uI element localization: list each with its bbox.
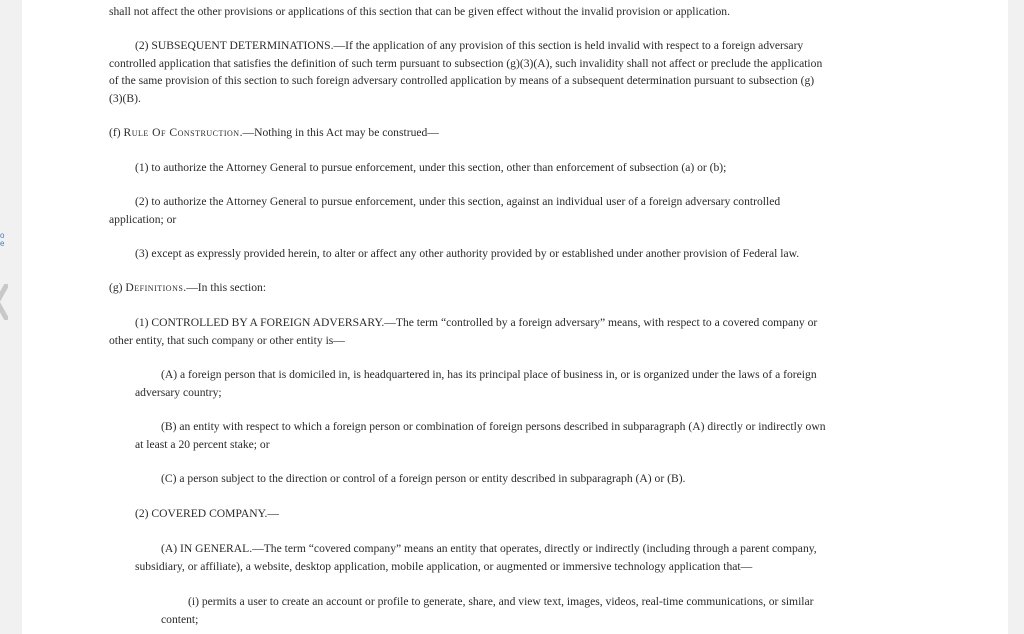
document-page: [22, 0, 1008, 634]
text-line: (3)(B).: [109, 92, 141, 105]
chevron-left-icon[interactable]: [0, 284, 8, 320]
text-line: (A) IN GENERAL.—The term “covered company” means an entity that operates, directly or indirectly (including through a parent company,: [161, 542, 817, 555]
section-number: (f): [109, 126, 124, 139]
text-line: (3) except as expressly provided herein, to alter or affect any other authority provided by or established under another provision of Federal law.: [135, 247, 800, 260]
text-line: controlled application that satisfies the definition of such term pursuant to subsection (g)(3)(A), such invalidity shall not affect or preclude the application: [109, 57, 823, 70]
section-title: Definitions: [125, 281, 184, 294]
section-heading-g: [109, 279, 266, 296]
text-line: content;: [161, 613, 199, 626]
text-line: of the same provision of this section to such foreign adversary controlled application by means of a subsequent determination pursuant to subsection (g): [109, 74, 815, 87]
section-lead: .—In this section:: [183, 281, 267, 294]
text-line: (C) a person subject to the direction or control of a foreign person or entity described in subparagraph (A) or (B).: [161, 472, 686, 485]
text-line: subsidiary, or affiliate), a website, desktop application, mobile application, or augmented or immersive technology application that—: [135, 560, 753, 573]
text-line: (i) permits a user to create an account or profile to generate, share, and view text, images, videos, real-time communications, or similar: [188, 595, 814, 608]
text-line: adversary country;: [135, 386, 222, 399]
section-title: Rule Of Construction: [123, 126, 240, 139]
left-gutter: [0, 0, 22, 634]
text-line: (B) an entity with respect to which a foreign person or combination of foreign persons described in subparagraph (A) directly or indirectly own: [161, 420, 826, 433]
edge-tab[interactable]: o e: [0, 231, 5, 248]
section-lead: .—Nothing in this Act may be construed—: [239, 126, 439, 139]
text-line: (2) SUBSEQUENT DETERMINATIONS.—If the application of any provision of this section is held invalid with respect to a foreign adversary: [135, 39, 804, 52]
section-heading-f: [109, 124, 439, 141]
text-line: other entity, that such company or other entity is—: [109, 334, 345, 347]
text-line: (1) to authorize the Attorney General to pursue enforcement, under this section, other than enforcement of subsection (a) or (b);: [135, 161, 727, 174]
text-line: (A) a foreign person that is domiciled in, is headquartered in, has its principal place of business in, or is organized under the laws of a foreign: [161, 368, 817, 381]
right-margin: [1008, 0, 1024, 634]
text-line: shall not affect the other provisions or applications of this section that can be given effect without the invalid provision or application.: [109, 5, 730, 18]
text-line: (2) to authorize the Attorney General to pursue enforcement, under this section, against an individual user of a foreign adversary controlled: [135, 195, 781, 208]
text-line: at least a 20 percent stake; or: [135, 438, 270, 451]
text-line: (1) CONTROLLED BY A FOREIGN ADVERSARY.—The term “controlled by a foreign adversary” means, with respect to a covered company or: [135, 316, 818, 329]
section-number: (g): [109, 281, 126, 294]
text-line: application; or: [109, 213, 177, 226]
text-line: (2) COVERED COMPANY.—: [135, 507, 279, 520]
